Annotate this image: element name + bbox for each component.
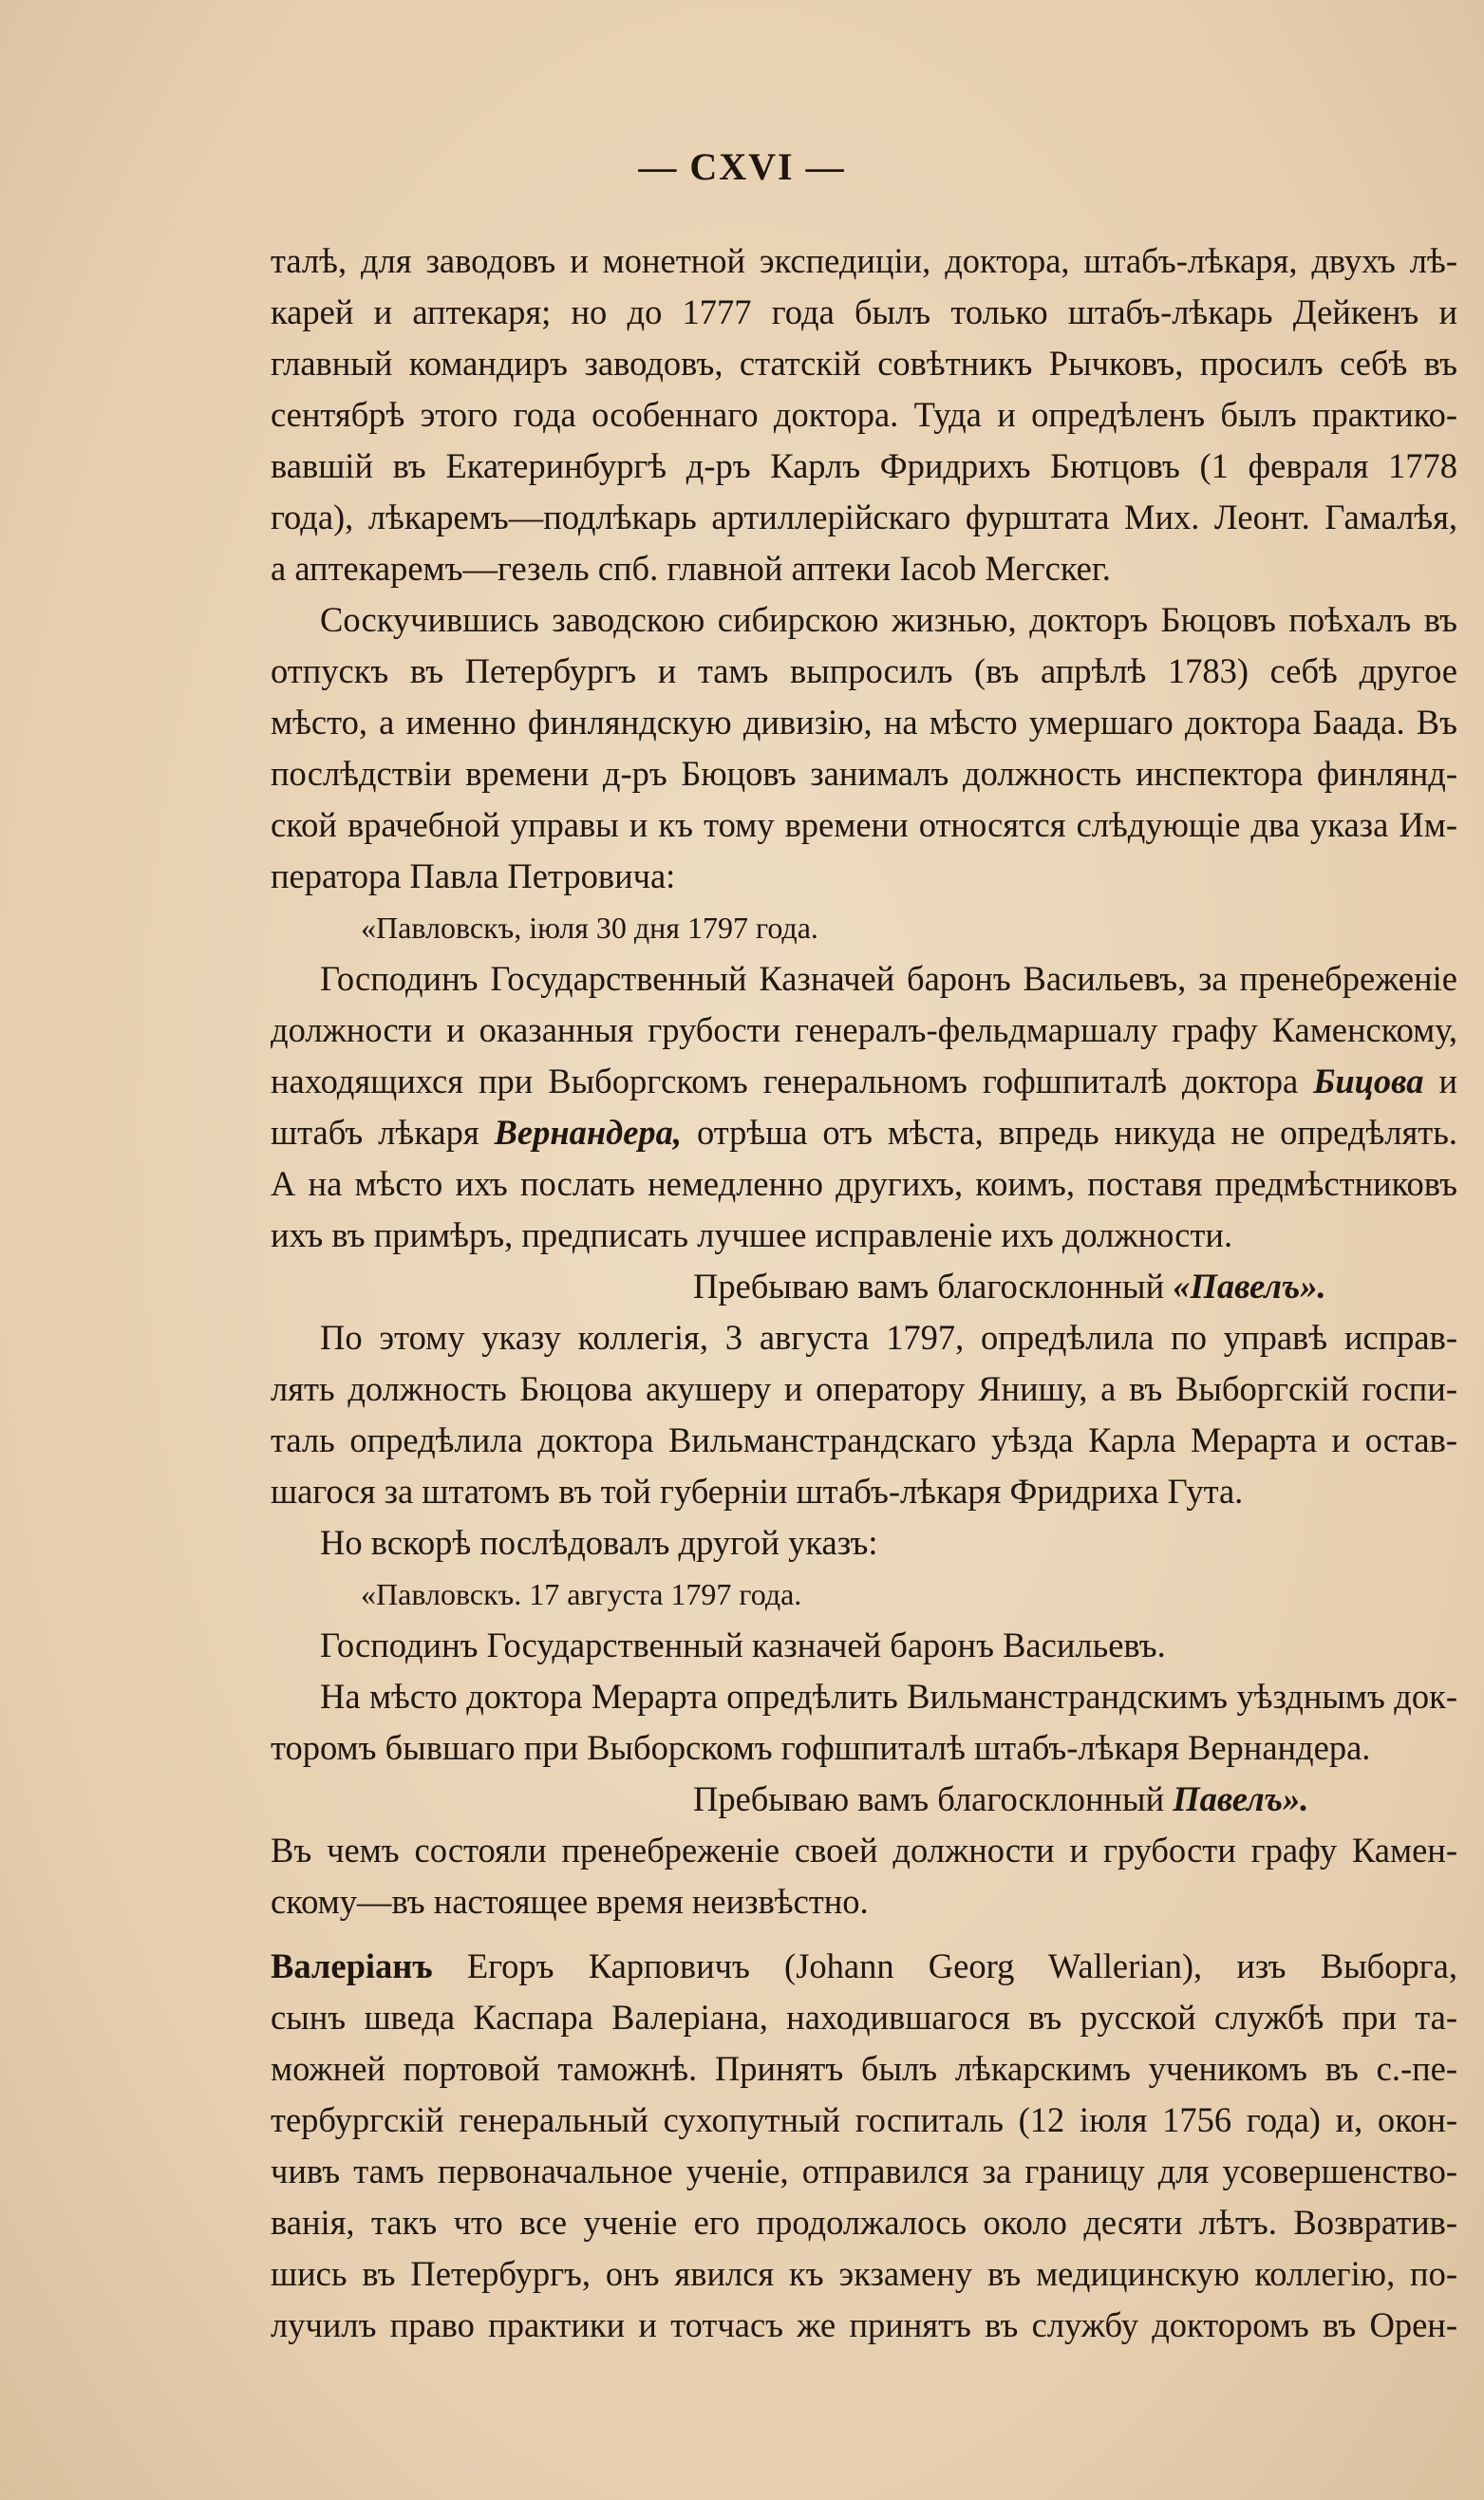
text-line: таль опредѣлила доктора Вильманстрандскаго уѣзда Карла Мерарта и остав- xyxy=(271,1420,1457,1459)
text-line: сентябрѣ этого года особеннаго доктора. Туда и опредѣленъ былъ практико- xyxy=(271,395,1457,434)
text-span: Егоръ Карповичъ (Johann Georg Wallerian), изъ Выборга, xyxy=(466,1946,1457,1985)
text-line: Въ чемъ состояли пренебреженіе своей должности и грубости графу Камен- xyxy=(271,1831,1457,1870)
text-span: и xyxy=(1438,1062,1458,1100)
text-line: Господинъ Государственный Казначей баронъ Васильевъ, за пренебреженіе xyxy=(320,959,1457,998)
text-span: отрѣша отъ мѣста, впредь никуда не опредѣлять. xyxy=(696,1113,1457,1152)
text-line: сынъ шведа Каспара Валеріана, находившагося въ русской службѣ при та- xyxy=(271,1998,1457,2037)
text-line: мѣсто, а именно финляндскую дивизію, на мѣсто умершаго доктора Баада. Въ xyxy=(271,703,1457,742)
text-line: послѣдствіи времени д-ръ Бюцовъ занималъ должность инспектора финлянд- xyxy=(271,754,1457,793)
signature-line xyxy=(271,1774,1457,1825)
text-line: лять должность Бюцова акушеру и оператору Янишу, а въ Выборгскій госпи- xyxy=(271,1369,1457,1408)
text-line: ператора Павла Петровича: xyxy=(271,856,676,895)
text-line: талѣ, для заводовъ и монетной экспедиціи, доктора, штабъ-лѣкаря, двухъ лѣ- xyxy=(271,241,1457,280)
text-line: По этому указу коллегія, 3 августа 1797, опредѣлила по управѣ исправ- xyxy=(320,1318,1457,1357)
text-line: Соскучившись заводскою сибирскою жизнью, докторъ Бюцовъ поѣхалъ въ xyxy=(320,600,1457,639)
text-line: А на мѣсто ихъ послать немедленно другихъ, коимъ, поставя предмѣстниковъ xyxy=(271,1164,1457,1203)
text-line: карей и аптекаря; но до 1777 года былъ только штабъ-лѣкарь Дейкенъ и xyxy=(271,292,1457,331)
text-line: тербургскій генеральный сухопутный госпиталь (12 іюля 1756 года) и, окон- xyxy=(271,2100,1457,2139)
text-line: скому—въ настоящее время неизвѣстно. xyxy=(271,1882,869,1921)
text-line: ихъ въ примѣръ, предписать лучшее исправленіе ихъ должности. xyxy=(271,1215,1233,1254)
text-span: Пребываю вамъ благосклонный xyxy=(693,1267,1165,1306)
text-line: года), лѣкаремъ—подлѣкарь артиллерійскаго фурштата Мих. Леонт. Гамалѣя, xyxy=(271,498,1457,536)
decree-date: «Павловскъ, іюля 30 дня 1797 года. xyxy=(361,911,818,945)
text-line: шагося за штатомъ въ той губерніи штабъ-лѣкаря Фридриха Гута. xyxy=(271,1472,1244,1511)
text-line: можней портовой таможнѣ. Принятъ былъ лѣкарскимъ ученикомъ въ с.-пе- xyxy=(271,2049,1457,2088)
text-span: находящихся при Выборгскомъ генеральномъ гофшпиталѣ доктора xyxy=(271,1062,1299,1100)
entry-headword: Валеріанъ xyxy=(271,1946,433,1985)
text-line: главный командиръ заводовъ, статскій совѣтникъ Рычковъ, просилъ себѣ въ xyxy=(271,344,1457,383)
text-line: торомъ бывшаго при Выборскомъ гофшпиталѣ штабъ-лѣкаря Вернандера. xyxy=(271,1728,1371,1767)
decree-date: «Павловскъ. 17 августа 1797 года. xyxy=(361,1577,802,1611)
text-line: отпускъ въ Петербургъ и тамъ выпросилъ (въ апрѣлѣ 1783) себѣ другое xyxy=(271,651,1457,690)
name-italic: Бицова xyxy=(1313,1062,1424,1100)
text-line: вавшій въ Екатеринбургѣ д-ръ Карлъ Фридрихъ Бютцовъ (1 февраля 1778 xyxy=(271,446,1457,485)
text-line: Но вскорѣ послѣдовалъ другой указъ: xyxy=(320,1523,878,1562)
body-text xyxy=(271,235,1457,2351)
text-line: шись въ Петербургъ, онъ явился къ экзамену въ медицинскую коллегію, по- xyxy=(271,2254,1457,2293)
page-number: — CXVI — xyxy=(638,145,846,188)
text-span: штабъ лѣкаря xyxy=(271,1113,479,1152)
signature-name: Павелъ». xyxy=(1173,1779,1309,1818)
signature-name: «Павелъ». xyxy=(1173,1267,1326,1306)
text-line xyxy=(271,1107,1457,1158)
text-line: а аптекаремъ—гезель спб. главной аптеки Іасоb Мегскег. xyxy=(271,549,1111,588)
text-line: чивъ тамъ первоначальное ученіе, отправился за границу для усовершенство- xyxy=(271,2152,1457,2190)
name-italic: Вернандера, xyxy=(494,1113,683,1152)
text-line: лучилъ право практики и тотчасъ же принятъ въ службу докторомъ въ Орен- xyxy=(271,2305,1457,2344)
text-line: ванія, такъ что все ученіе его продолжалось около десяти лѣтъ. Возвратив- xyxy=(271,2203,1457,2242)
text-line: ской врачебной управы и къ тому времени относятся слѣдующіе два указа Им- xyxy=(271,805,1457,844)
text-line xyxy=(271,1941,1457,1992)
text-line: Господинъ Государственный казначей баронъ Васильевъ. xyxy=(320,1626,1166,1664)
spacer xyxy=(271,1927,1457,1941)
text-line xyxy=(271,1056,1457,1107)
text-span: Пребываю вамъ благосклонный xyxy=(693,1779,1165,1818)
signature-line xyxy=(271,1261,1457,1312)
text-line: На мѣсто доктора Мерарта опредѣлить Вильманстрандскимъ уѣзднымъ док- xyxy=(320,1677,1457,1716)
text-line: должности и оказанныя грубости генералъ-фельдмаршалу графу Каменскому, xyxy=(271,1010,1457,1049)
